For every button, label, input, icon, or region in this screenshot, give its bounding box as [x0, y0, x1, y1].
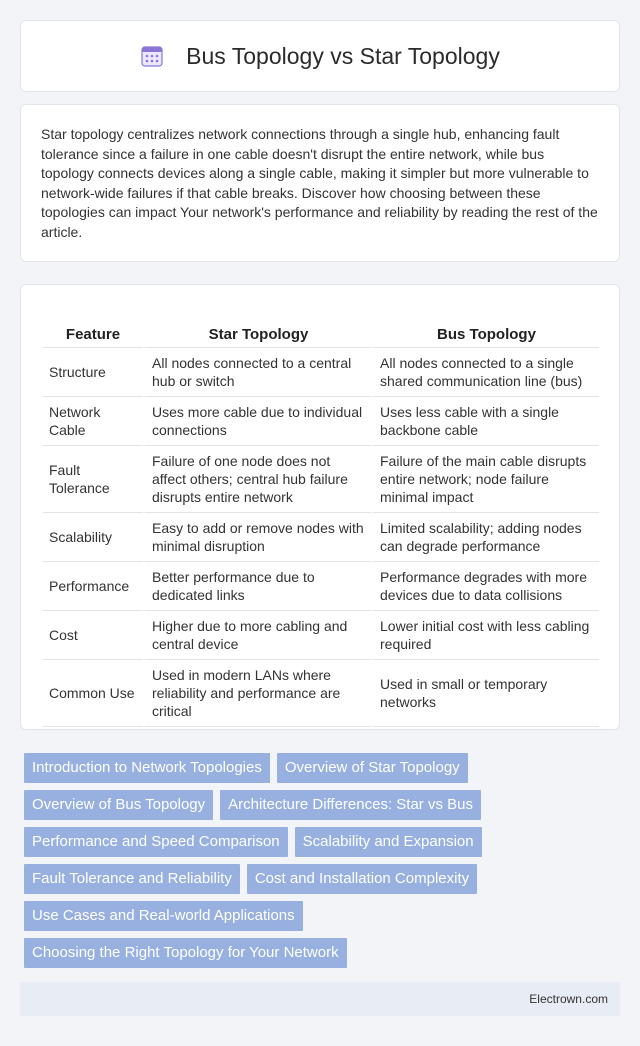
row-bus: Used in small or temporary networks	[371, 660, 599, 727]
footer	[20, 982, 620, 1016]
table-row	[43, 397, 599, 446]
row-feature: Network Cable	[43, 397, 143, 446]
calendar-icon	[140, 44, 164, 68]
footer-site-name: Electrown.com	[529, 992, 608, 1006]
table-header-row	[43, 305, 599, 348]
tag-link[interactable]: Introduction to Network Topologies	[24, 753, 270, 783]
tag-row	[24, 938, 620, 968]
row-star: Failure of one node does not affect others; central hub failure disrupts entire network	[143, 446, 371, 513]
row-bus: Lower initial cost with less cabling required	[371, 611, 599, 660]
tag-link[interactable]: Use Cases and Real-world Applications	[24, 901, 303, 931]
tag-row	[24, 827, 620, 857]
tag-link[interactable]: Architecture Differences: Star vs Bus	[220, 790, 481, 820]
row-feature: Cost	[43, 611, 143, 660]
column-header-feature: Feature	[43, 305, 143, 348]
row-bus: All nodes connected to a single shared communication line (bus)	[371, 348, 599, 397]
table-row	[43, 660, 599, 727]
comparison-table	[43, 305, 599, 727]
row-feature: Fault Tolerance	[43, 446, 143, 513]
page-title: Bus Topology vs Star Topology	[186, 42, 500, 69]
row-feature: Common Use	[43, 660, 143, 727]
row-star: Higher due to more cabling and central device	[143, 611, 371, 660]
intro-text: Star topology centralizes network connections through a single hub, enhancing fault tolerance since a failure in one cable doesn't disrupt the entire network, while bus topology connects devices along a single cable, making it simpler but more vulnerable to network-wide failures if that cable breaks. Discover how choosing between these topologies can impact Your network's performance and reliability by reading the rest of the article.	[41, 126, 598, 240]
column-header-star: Star Topology	[143, 305, 371, 348]
row-star: Better performance due to dedicated links	[143, 562, 371, 611]
table-row	[43, 611, 599, 660]
tag-link[interactable]: Overview of Bus Topology	[24, 790, 213, 820]
tag-link[interactable]: Performance and Speed Comparison	[24, 827, 288, 857]
tag-row	[24, 901, 620, 931]
table-row	[43, 348, 599, 397]
column-header-bus: Bus Topology	[371, 305, 599, 348]
comparison-table-card	[20, 284, 620, 730]
row-feature: Scalability	[43, 513, 143, 562]
row-bus: Limited scalability; adding nodes can degrade performance	[371, 513, 599, 562]
row-bus: Failure of the main cable disrupts entire network; node failure minimal impact	[371, 446, 599, 513]
table-row	[43, 513, 599, 562]
row-star: Used in modern LANs where reliability and performance are critical	[143, 660, 371, 727]
tag-link[interactable]: Cost and Installation Complexity	[247, 864, 477, 894]
tag-link[interactable]: Scalability and Expansion	[295, 827, 482, 857]
row-bus: Uses less cable with a single backbone cable	[371, 397, 599, 446]
row-feature: Structure	[43, 348, 143, 397]
intro-card	[20, 104, 620, 262]
header-card	[20, 20, 620, 92]
row-feature: Performance	[43, 562, 143, 611]
tag-link[interactable]: Overview of Star Topology	[277, 753, 468, 783]
row-star: Easy to add or remove nodes with minimal disruption	[143, 513, 371, 562]
tag-link[interactable]: Fault Tolerance and Reliability	[24, 864, 240, 894]
tag-link[interactable]: Choosing the Right Topology for Your Network	[24, 938, 347, 968]
row-star: All nodes connected to a central hub or switch	[143, 348, 371, 397]
row-bus: Performance degrades with more devices due to data collisions	[371, 562, 599, 611]
title-wrap	[140, 43, 500, 70]
table-row	[43, 446, 599, 513]
table-row	[43, 562, 599, 611]
topic-tags	[24, 753, 620, 975]
row-star: Uses more cable due to individual connections	[143, 397, 371, 446]
tag-row	[24, 753, 620, 783]
tag-row	[24, 864, 620, 894]
tag-row	[24, 790, 620, 820]
